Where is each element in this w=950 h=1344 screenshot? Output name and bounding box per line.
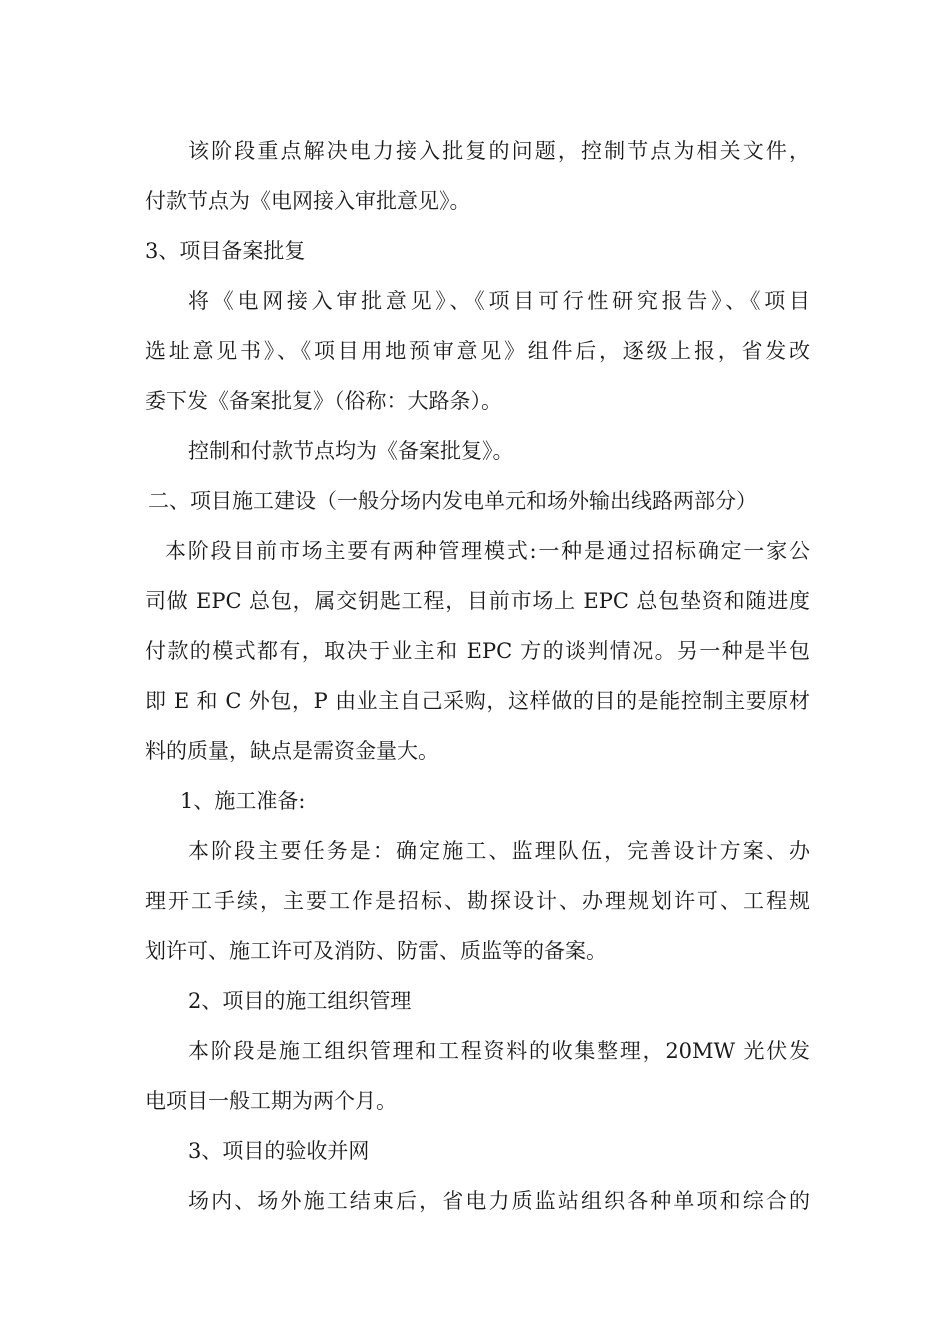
paragraph-line: 本阶段是施工组织管理和工程资料的收集整理，20MW 光伏发 (188, 1039, 810, 1063)
paragraph-line: 选址意见书》、《项目用地预审意见》组件后，逐级上报，省发改 (145, 339, 810, 363)
paragraph-line: 理开工手续，主要工作是招标、勘探设计、办理规划许可、工程规 (145, 889, 810, 913)
paragraph-line: 本阶段目前市场主要有两种管理模式:一种是通过招标确定一家公 (165, 539, 810, 563)
paragraph-line: 委下发《备案批复》（俗称：大路条）。 (145, 389, 502, 413)
paragraph-line: 付款的模式都有，取决于业主和 EPC 方的谈判情况。另一种是半包 (145, 639, 810, 663)
paragraph-line: 该阶段重点解决电力接入批复的问题，控制节点为相关文件， (188, 139, 810, 163)
section-heading: 3、项目备案批复 (145, 239, 306, 263)
paragraph-line: 即 E 和 C 外包，P 由业主自己采购，这样做的目的是能控制主要原材 (145, 689, 810, 713)
paragraph-line: 控制和付款节点均为《备案批复》。 (188, 439, 514, 463)
subsection-heading: 1、施工准备: (180, 789, 306, 813)
paragraph-line: 料的质量，缺点是需资金量大。 (145, 739, 439, 763)
section-heading: 二、项目施工建设（一般分场内发电单元和场外输出线路两部分） (148, 489, 757, 513)
subsection-heading: 3、项目的验收并网 (188, 1139, 370, 1163)
paragraph-line: 付款节点为《电网接入审批意见》。 (145, 189, 471, 213)
paragraph-line: 司做 EPC 总包，属交钥匙工程，目前市场上 EPC 总包垫资和随进度 (145, 589, 810, 613)
paragraph-line: 本阶段主要任务是：确定施工、监理队伍，完善设计方案、办 (188, 839, 810, 863)
paragraph-line: 将《电网接入审批意见》、《项目可行性研究报告》、《项目 (188, 289, 810, 313)
paragraph-line: 电项目一般工期为两个月。 (145, 1089, 397, 1113)
paragraph-line: 场内、场外施工结束后，省电力质监站组织各种单项和综合的 (188, 1189, 810, 1213)
paragraph-line: 划许可、施工许可及消防、防雷、质监等的备案。 (145, 939, 607, 963)
subsection-heading: 2、项目的施工组织管理 (188, 989, 412, 1013)
